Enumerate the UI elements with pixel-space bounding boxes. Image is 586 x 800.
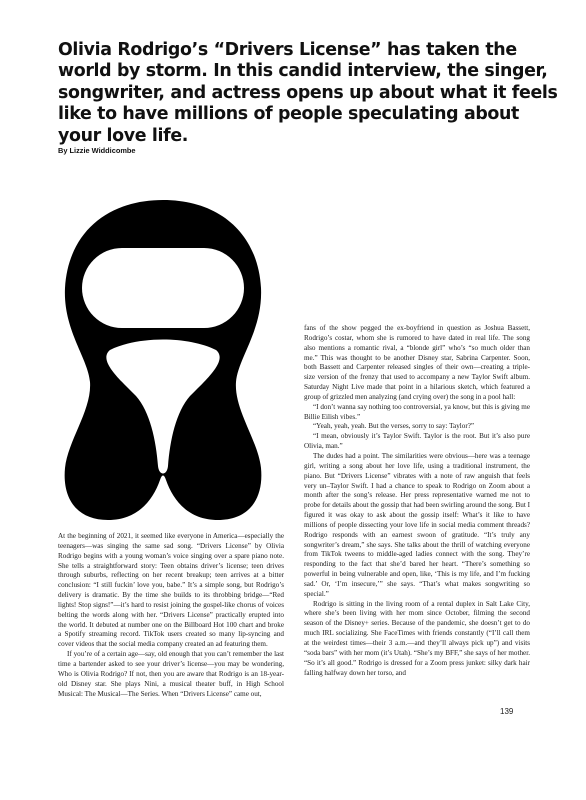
- paragraph: At the beginning of 2021, it seemed like everyone in America—especially the teenagers—was singing the same sad song. “Drivers License” by Olivia Rodrigo begins with a young woman’s voice singing over a spare piano note. She tells a straightforward story: Teen obtains driver’s license; teen drives through suburbs, reflecting on her recent breakup; teen arrives at a bitter conclusion: “I still fuckin’ love you, babe.” It’s a simple song, but Rodrigo’s delivery is dramatic. By the time she builds to its throbbing bridge—“Red lights! Stop signs!”—it’s hard to resist joining the gospel-like chorus of voices belting the words along with her. “Drivers License” practically erupted into the world. It debuted at number one on the Billboard Hot 100 chart and broke a Spotify streaming record. TikTok users created so many lip-syncing and cover videos that the social media company created an ad featuring them.: [58, 532, 284, 649]
- abstract-illustration: [58, 200, 268, 520]
- byline: By Lizzie Widdicombe: [58, 146, 136, 155]
- article-column-right: [304, 324, 530, 678]
- article-column-left: [58, 532, 284, 699]
- article-headline: Olivia Rodrigo’s “Drivers License” has taken the world by storm. In this candid interview, the singer, songwriter, and actress opens up about what it feels like to have millions of people speculating about your love life.: [58, 40, 558, 146]
- paragraph: Rodrigo is sitting in the living room of a rental duplex in Salt Lake City, where she’s been living with her mom since October, filming the second season of the Disney+ series. Because of the pandemic, she doesn’t get to do much IRL socializing. She FaceTimes with friends constantly (“I’ll call them at the weirdest times—their 3 a.m.—and they’ll always pick up”) and visits “soda bars” with her mom (it’s Utah). “She’s my BFF,” she says of her mother. “So it’s all good.” Rodrigo is dressed for a Zoom press junket: silky dark hair falling halfway down her torso, and: [304, 599, 530, 677]
- paragraph: The dudes had a point. The similarities were obvious—here was a teenage girl, writing a song about her love life, using a traditional instrument, the piano. But “Drivers License” vibrates with a note of raw anguish that feels very un–Taylor Swift. I had a chance to speak to Rodrigo on Zoom about a month after the song’s release. Her press representative warned me not to probe for details about the gossip that had been swirling around the song. But I figured it was okay to ask about the gossip itself: What’s it like to have millions of people dissecting your love life in social media comment threads? Rodrigo responds with an earnest swoon of gratitude. “It’s truly any songwriter’s dream,” she says. She talks about the thrill of watching everyone from TikTok tweens to middle-aged ladies connect with the song. They’re responding to the fact that she’d bared her heart. “There’s something so powerful in being vulnerable and open, like, ‘This is my life, and I’m fucking sad.’ Or, ‘I’m insecure,’” she says. “That’s what makes songwriting so special.”: [304, 451, 530, 598]
- illustration-white-oval: [82, 248, 244, 328]
- paragraph: “I mean, obviously it’s Taylor Swift. Taylor is the root. But it’s also pure Olivia, man.”: [304, 432, 530, 451]
- paragraph: If you’re of a certain age—say, old enough that you can’t remember the last time a bartender asked to see your driver’s license—you may be wondering, Who is Olivia Rodrigo? If not, then you are aware that Rodrigo is an 18-year-old Disney star. She plays Nini, a musical theater buff, in High School Musical: The Musical—The Series. When “Drivers License” came out,: [58, 650, 284, 698]
- paragraph: “I don’t wanna say nothing too controversial, ya know, but this is giving me Billie Eilish vibes.”: [304, 402, 530, 421]
- page-number: 139: [500, 707, 514, 716]
- paragraph: fans of the show pegged the ex-boyfriend in question as Joshua Bassett, Rodrigo’s costar, whom she is rumored to have dated in real life. The song also mentions a romantic rival, a “blonde girl” who’s “so much older than me.” This was thought to be another Disney star, Sabrina Carpenter. Soon, both Bassett and Carpenter released singles of their own—creating a triple-size version of the frenzy that used to accompany a new Taylor Swift album. Saturday Night Live made that point in a hilarious sketch, which featured a group of grizzled men analyzing (and crying over) the song in a pool hall:: [304, 324, 530, 401]
- paragraph: “Yeah, yeah, yeah. But the verses, sorry to say: Taylor?”: [313, 422, 475, 431]
